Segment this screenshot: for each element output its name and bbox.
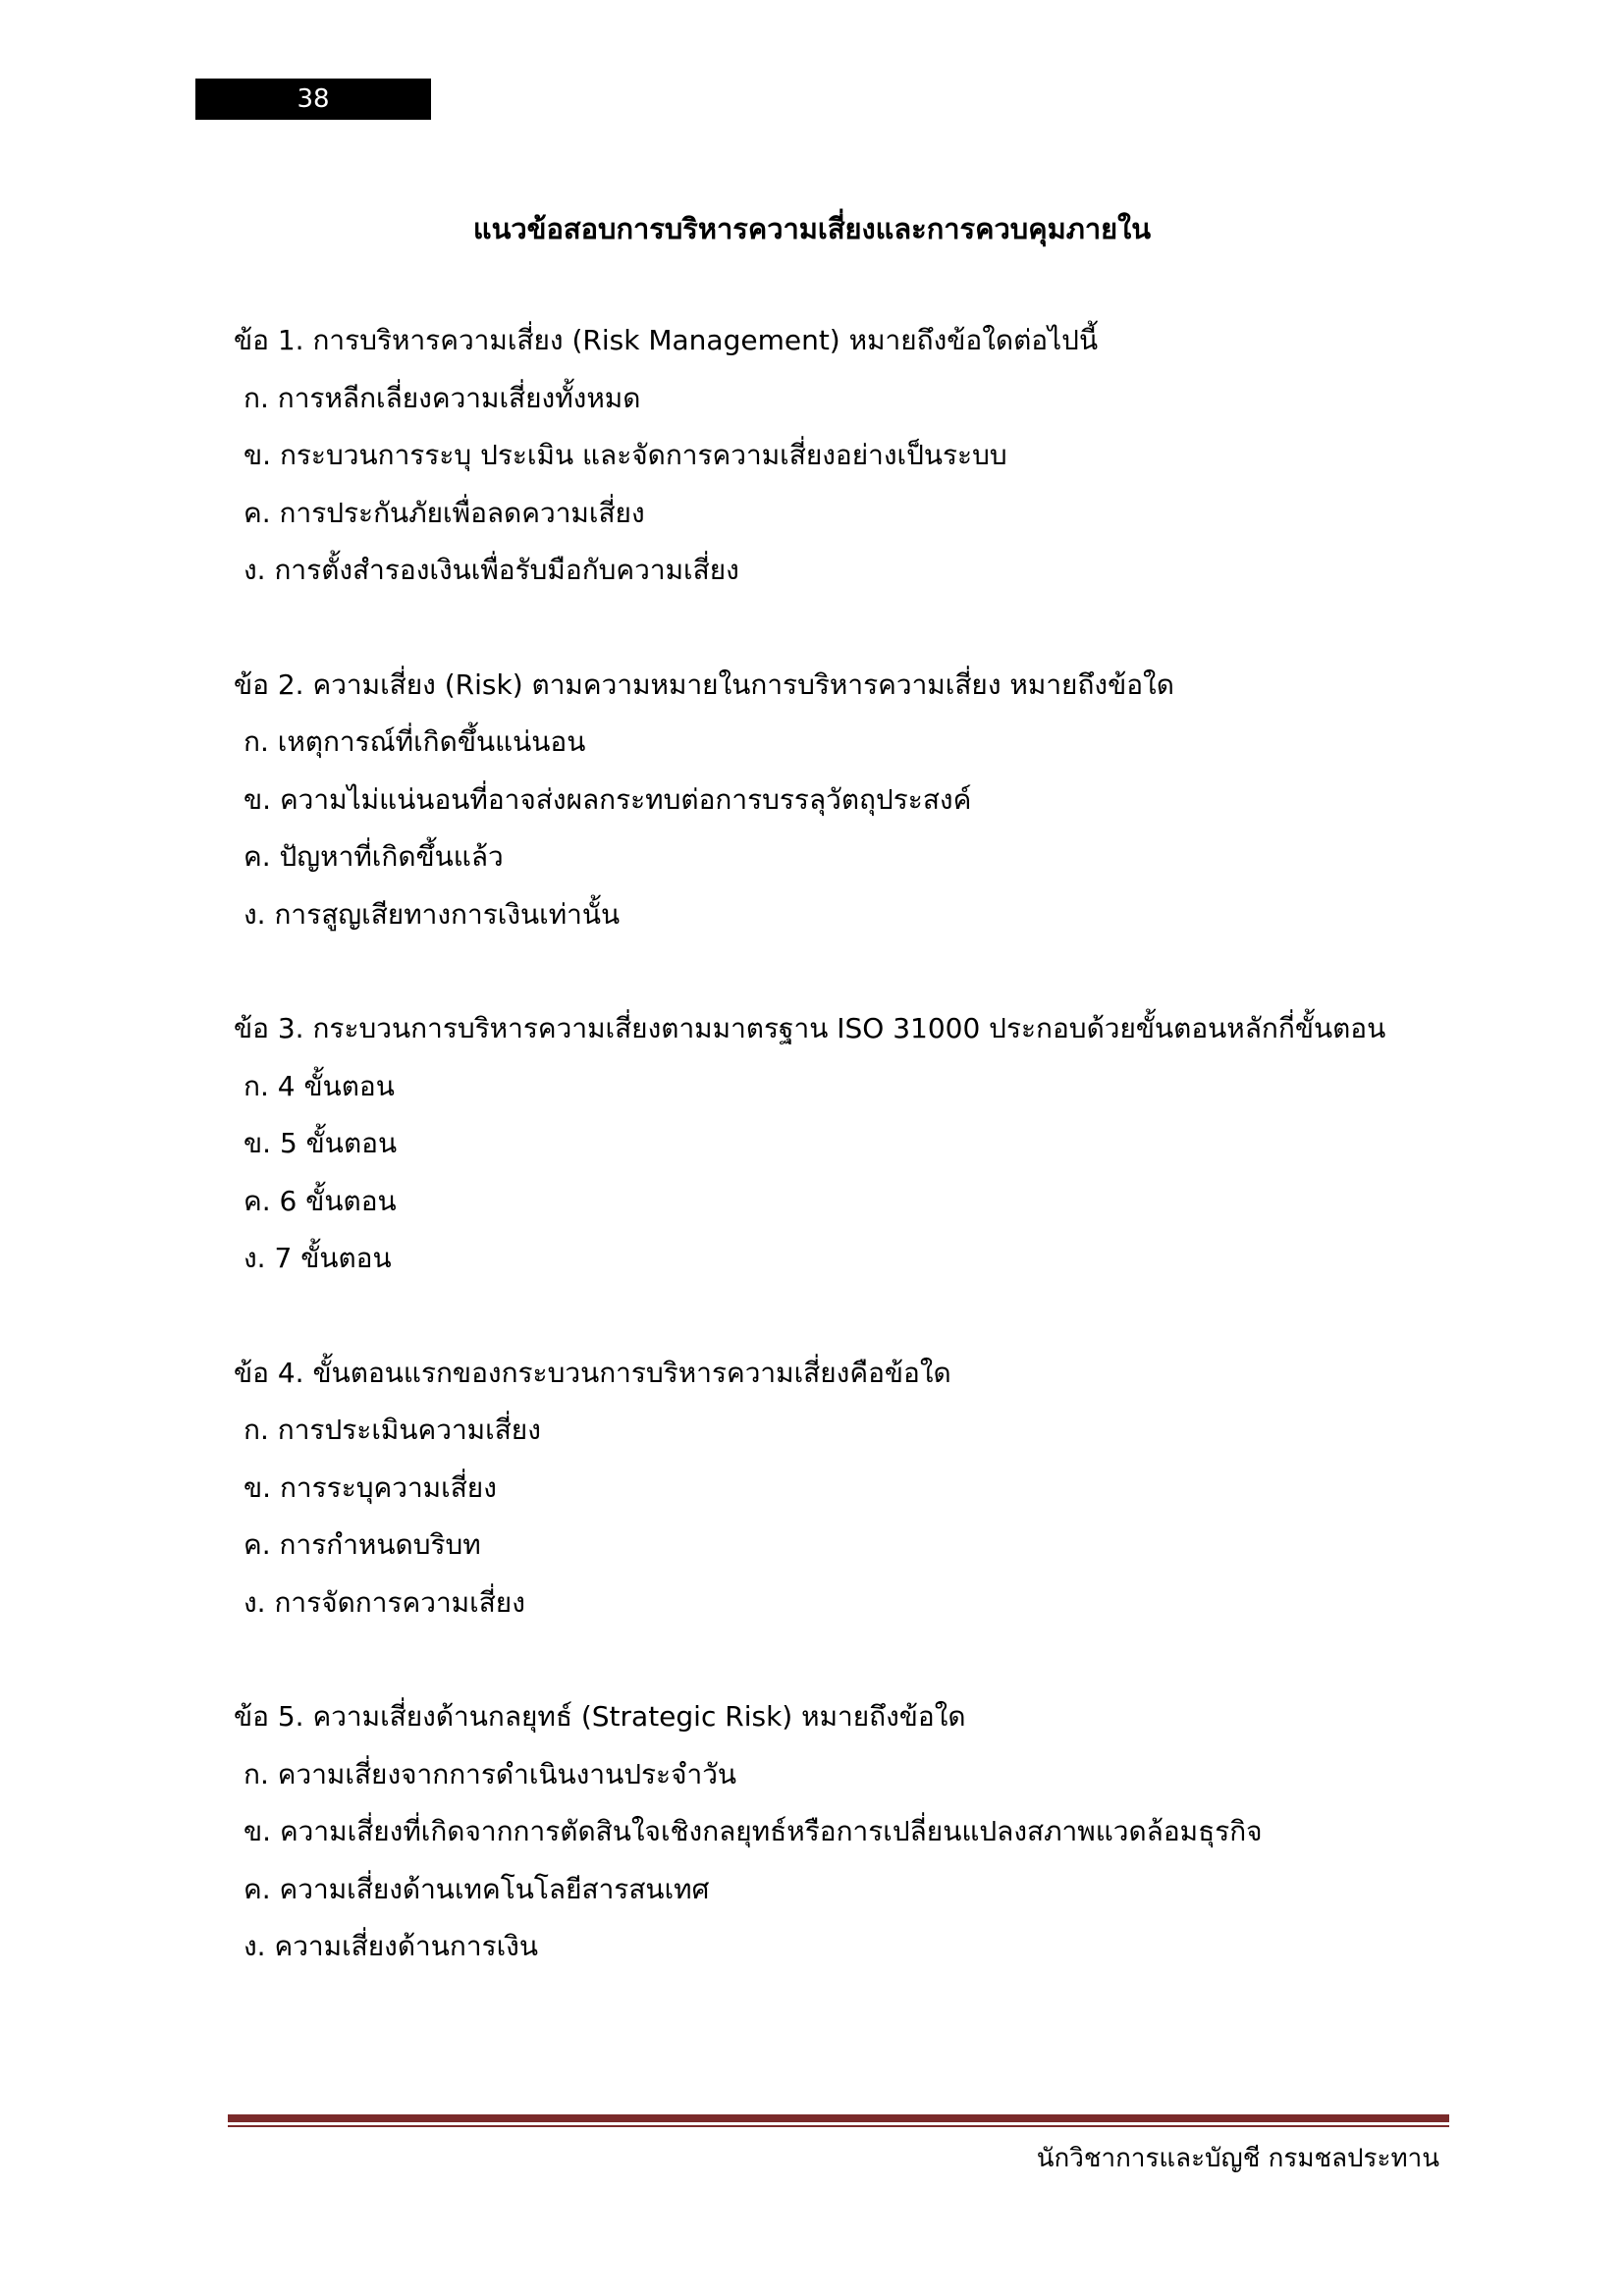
question-4: [234, 1345, 1451, 1632]
choice-c: ค. การประกันภัยเพื่อลดความเสี่ยง: [244, 496, 645, 529]
question-text: ข้อ 1. การบริหารความเสี่ยง (Risk Management) หมายถึงข้อใดต่อไปนี้: [234, 324, 1099, 356]
footer-divider-thin: [228, 2125, 1449, 2127]
choice-c: ค. ปัญหาที่เกิดขึ้นแล้ว: [244, 840, 504, 873]
page-number-bar: [195, 79, 431, 120]
footer-divider-thick: [228, 2114, 1449, 2122]
question-1: [234, 312, 1451, 600]
choice-a: ก. การประเมินความเสี่ยง: [244, 1414, 541, 1446]
choice-b: ข. 5 ขั้นตอน: [244, 1127, 398, 1159]
choice-c: ค. 6 ขั้นตอน: [244, 1184, 397, 1217]
question-2: [234, 657, 1451, 944]
question-text: ข้อ 3. กระบวนการบริหารความเสี่ยงตามมาตรฐาน ISO 31000 ประกอบด้วยขั้นตอนหลักกี่ขั้นตอน: [234, 1012, 1386, 1044]
choice-d: ง. การจัดการความเสี่ยง: [244, 1585, 525, 1619]
choice-d: ง. การสูญเสียทางการเงินเท่านั้น: [244, 897, 621, 931]
question-text: ข้อ 5. ความเสี่ยงด้านกลยุทธ์ (Strategic Risk) หมายถึงข้อใด: [234, 1700, 966, 1733]
question-5: [234, 1688, 1451, 1976]
choice-a: ก. ความเสี่ยงจากการดำเนินงานประจำวัน: [244, 1757, 737, 1790]
choice-b: ข. กระบวนการระบุ ประเมิน และจัดการความเสี่ยงอย่างเป็นระบบ: [244, 439, 1007, 471]
choice-a: ก. 4 ขั้นตอน: [244, 1069, 395, 1102]
footer-divider: [228, 2114, 1449, 2127]
choice-a: ก. เหตุการณ์ที่เกิดขึ้นแน่นอน: [244, 725, 586, 758]
choice-d: ง. 7 ขั้นตอน: [244, 1242, 392, 1274]
question-text: ข้อ 2. ความเสี่ยง (Risk) ตามความหมายในการบริหารความเสี่ยง หมายถึงข้อใด: [234, 667, 1174, 701]
page-title: แนวข้อสอบการบริหารความเสี่ยงและการควบคุมภายใน: [472, 212, 1152, 245]
choice-a: ก. การหลีกเลี่ยงความเสี่ยงทั้งหมด: [244, 381, 641, 414]
question-3: [234, 1000, 1451, 1288]
choice-c: ค. ความเสี่ยงด้านเทคโนโลยีสารสนเทศ: [244, 1872, 710, 1905]
question-list: [234, 312, 1451, 2033]
page-number: 38: [297, 84, 330, 114]
choice-b: ข. ความไม่แน่นอนที่อาจส่งผลกระทบต่อการบรรลุวัตถุประสงค์: [244, 782, 972, 816]
footer-text: นักวิชาการและบัญชี กรมชลประทาน: [1036, 2144, 1439, 2173]
choice-d: ง. ความเสี่ยงด้านการเงิน: [244, 1930, 538, 1962]
choice-c: ค. การกำหนดบริบท: [244, 1528, 481, 1561]
choice-b: ข. ความเสี่ยงที่เกิดจากการตัดสินใจเชิงกลยุทธ์หรือการเปลี่ยนแปลงสภาพแวดล้อมธุรกิจ: [244, 1815, 1263, 1847]
choice-d: ง. การตั้งสำรองเงินเพื่อรับมือกับความเสี่ยง: [244, 554, 739, 586]
question-text: ข้อ 4. ขั้นตอนแรกของกระบวนการบริหารความเสี่ยงคือข้อใด: [234, 1356, 951, 1389]
choice-b: ข. การระบุความเสี่ยง: [244, 1470, 497, 1504]
